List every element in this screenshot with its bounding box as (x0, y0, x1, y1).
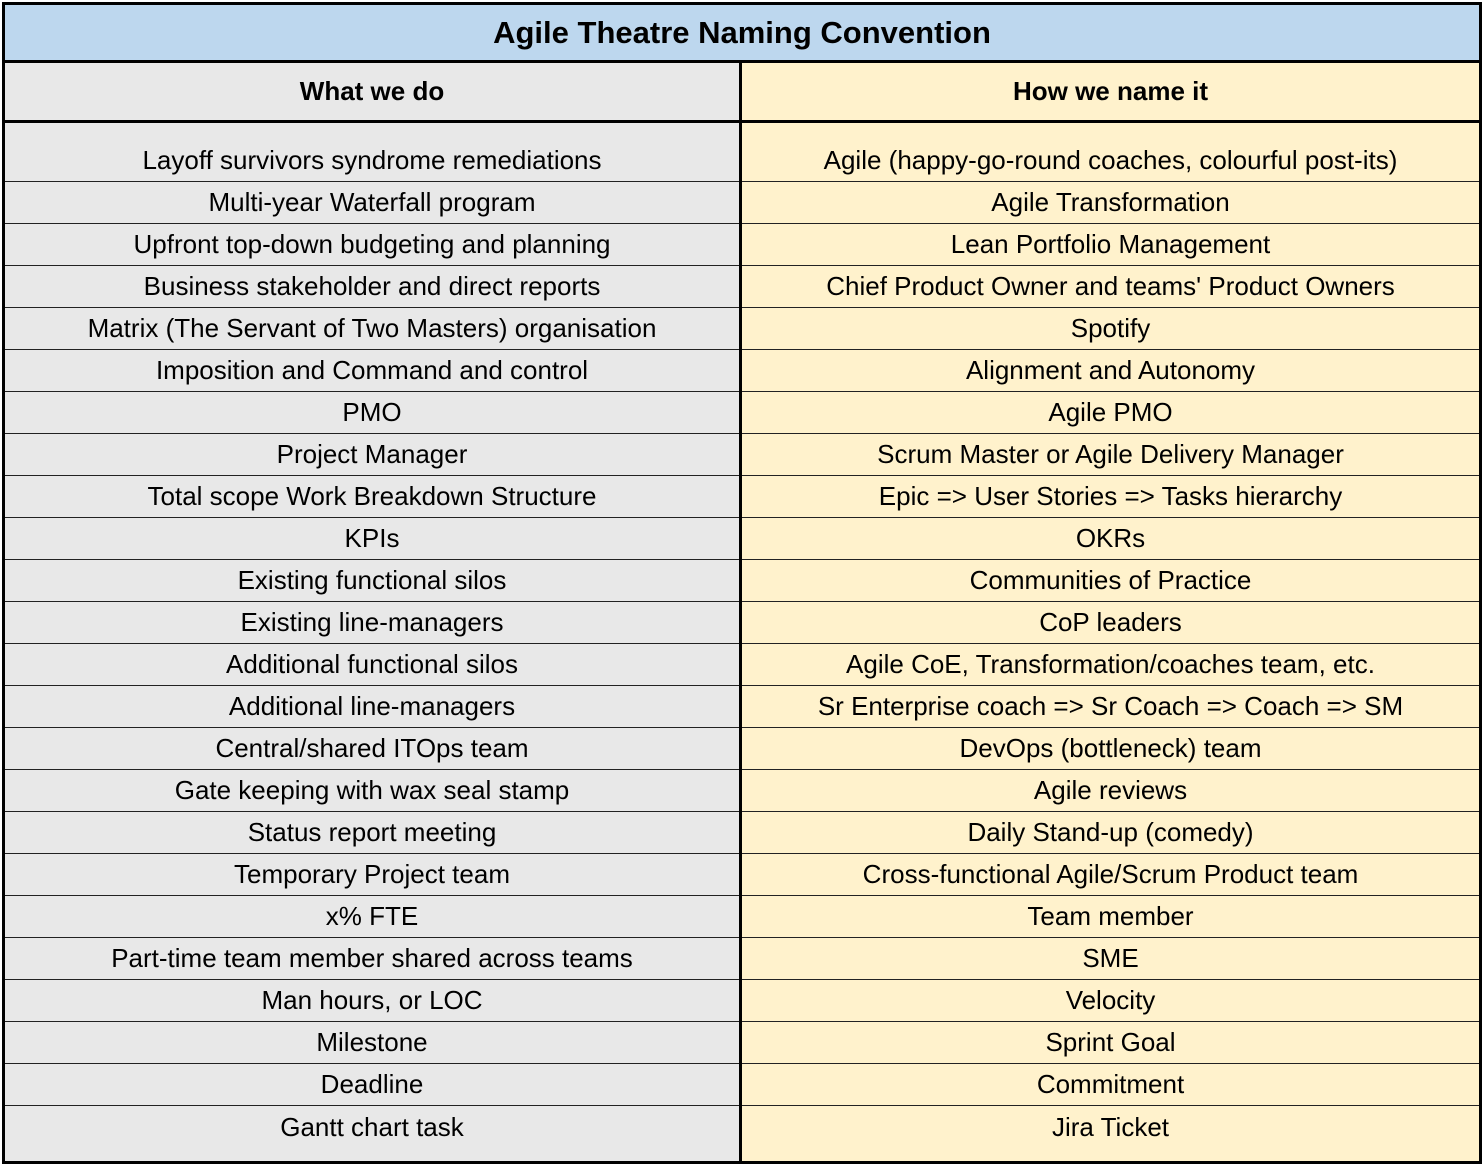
cell-what-we-do: Upfront top-down budgeting and planning (5, 224, 739, 266)
cell-how-we-name-it: Lean Portfolio Management (742, 224, 1479, 266)
cell-what-we-do: KPIs (5, 518, 739, 560)
cell-how-we-name-it: Alignment and Autonomy (742, 350, 1479, 392)
cell-how-we-name-it: Chief Product Owner and teams' Product Owners (742, 266, 1479, 308)
cell-how-we-name-it: Sr Enterprise coach => Sr Coach => Coach => SM (742, 686, 1479, 728)
how-we-name-it-column (742, 123, 1479, 1161)
cell-what-we-do: Milestone (5, 1022, 739, 1064)
cell-what-we-do: Matrix (The Servant of Two Masters) organisation (5, 308, 739, 350)
cell-what-we-do: Gantt chart task (280, 1111, 464, 1142)
cell-how-we-name-it: Agile (happy-go-round coaches, colourful post-its) (742, 140, 1479, 182)
cell-how-we-name-it: Team member (742, 896, 1479, 938)
cell-how-we-name-it: OKRs (742, 518, 1479, 560)
cell-what-we-do: Man hours, or LOC (5, 980, 739, 1022)
cell-how-we-name-it: Agile PMO (742, 392, 1479, 434)
cell-how-we-name-it: Agile CoE, Transformation/coaches team, etc. (742, 644, 1479, 686)
cell-how-we-name-it: Jira Ticket (1051, 1111, 1170, 1142)
header-what-we-do: What we do (5, 63, 742, 120)
table-body (5, 123, 1479, 1161)
cell-what-we-do: Additional line-managers (5, 686, 739, 728)
cell-what-we-do: Multi-year Waterfall program (5, 182, 739, 224)
header-how-we-name-it: How we name it (742, 63, 1479, 120)
cell-how-we-name-it: Spotify (742, 308, 1479, 350)
cell-how-we-name-it: Commitment (742, 1064, 1479, 1106)
cell-what-we-do: Temporary Project team (5, 854, 739, 896)
cell-what-we-do: Gate keeping with wax seal stamp (5, 770, 739, 812)
cell-what-we-do: Additional functional silos (5, 644, 739, 686)
cell-what-we-do: Existing line-managers (5, 602, 739, 644)
cell-what-we-do: x% FTE (5, 896, 739, 938)
cell-how-we-name-it: SME (742, 938, 1479, 980)
cell-what-we-do: Deadline (5, 1064, 739, 1106)
cell-what-we-do: Business stakeholder and direct reports (5, 266, 739, 308)
cell-how-we-name-it: Epic => User Stories => Tasks hierarchy (742, 476, 1479, 518)
cell-how-we-name-it: Velocity (742, 980, 1479, 1022)
table-title: Agile Theatre Naming Convention (5, 5, 1479, 63)
cell-how-we-name-it: DevOps (bottleneck) team (742, 728, 1479, 770)
cell-what-we-do: Project Manager (5, 434, 739, 476)
cell-what-we-do: Total scope Work Breakdown Structure (5, 476, 739, 518)
cell-how-we-name-it: Agile reviews (742, 770, 1479, 812)
cell-what-we-do: Central/shared ITOps team (5, 728, 739, 770)
cell-what-we-do: Status report meeting (5, 812, 739, 854)
cell-how-we-name-it: Daily Stand-up (comedy) (742, 812, 1479, 854)
cell-what-we-do: Layoff survivors syndrome remediations (5, 140, 739, 182)
what-we-do-column (5, 123, 742, 1161)
cell-what-we-do: Imposition and Command and control (5, 350, 739, 392)
cell-what-we-do: PMO (5, 392, 739, 434)
cell-how-we-name-it: Scrum Master or Agile Delivery Manager (742, 434, 1479, 476)
cell-what-we-do: Existing functional silos (5, 560, 739, 602)
cell-how-we-name-it: Cross-functional Agile/Scrum Product team (742, 854, 1479, 896)
cell-what-we-do: Part-time team member shared across teams (5, 938, 739, 980)
naming-convention-table (2, 2, 1482, 1164)
cell-how-we-name-it: Agile Transformation (742, 182, 1479, 224)
cell-how-we-name-it: CoP leaders (742, 602, 1479, 644)
cell-how-we-name-it: Communities of Practice (742, 560, 1479, 602)
header-row (5, 63, 1479, 123)
cell-how-we-name-it: Sprint Goal (742, 1022, 1479, 1064)
